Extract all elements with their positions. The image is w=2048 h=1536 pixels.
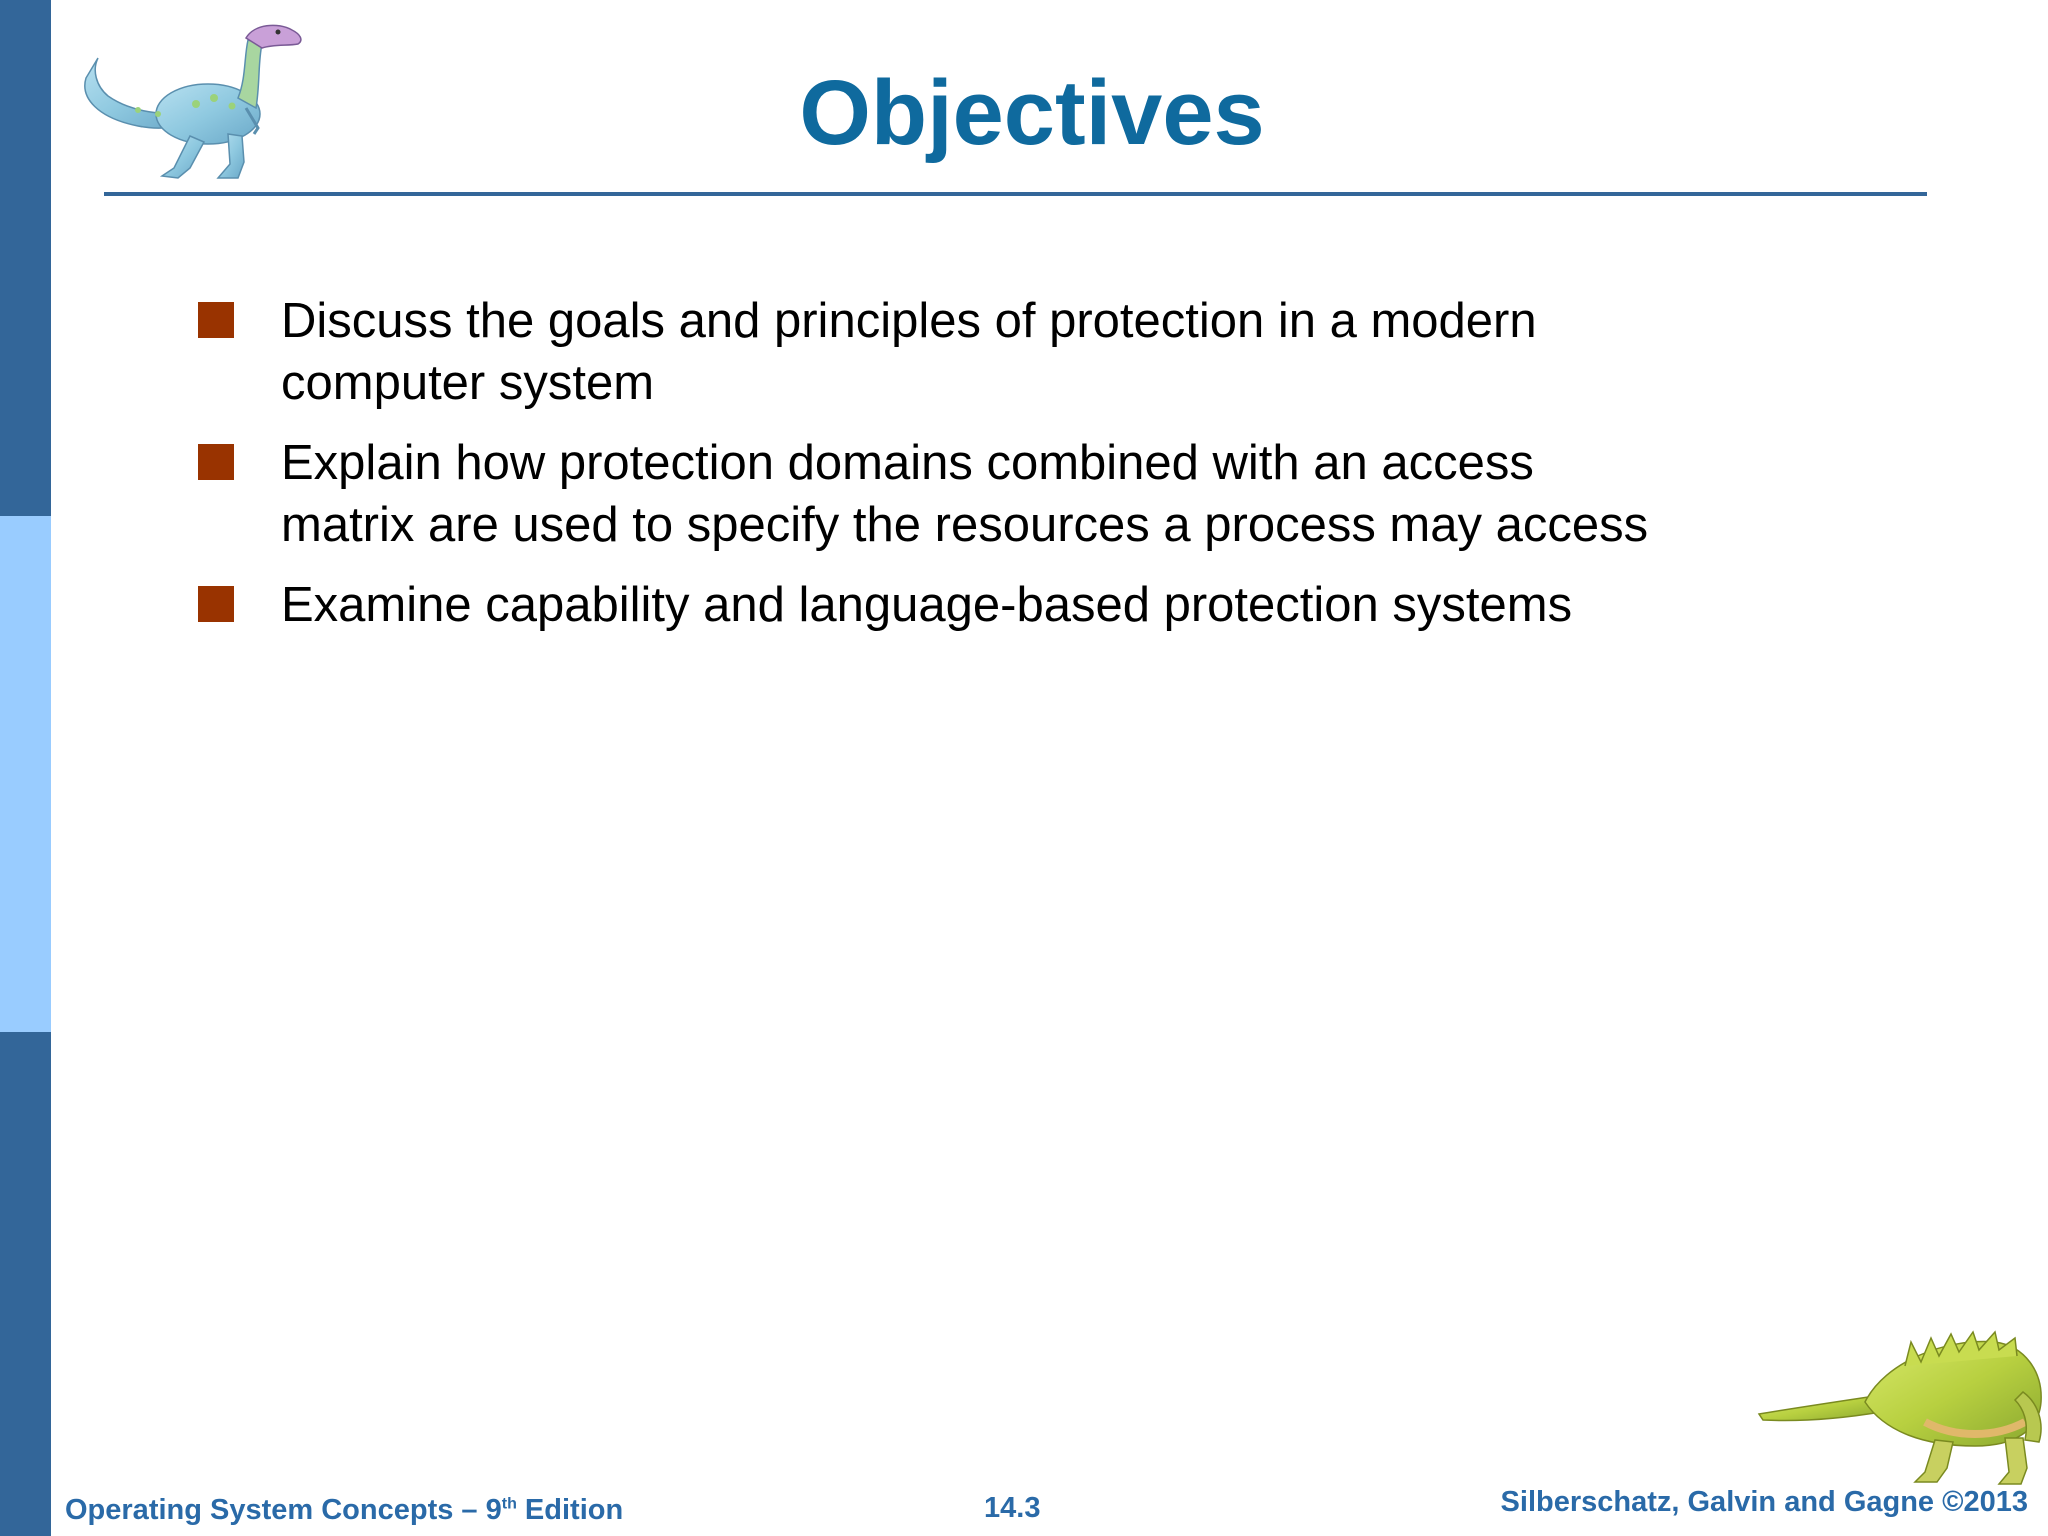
page-title: Objectives [799, 62, 1265, 164]
square-bullet-icon [198, 444, 234, 480]
bullet-text: Examine capability and language-based protection systems [281, 578, 1573, 632]
title-divider [104, 192, 1927, 196]
footer-copyright: Silberschatz, Galvin and Gagne ©2013 [1500, 1486, 2028, 1518]
slide-number: 14.3 [984, 1492, 1041, 1524]
objectives-list [198, 290, 1698, 654]
sidebar-band-middle [0, 516, 51, 1032]
list-item [198, 574, 1698, 636]
dinosaur-icon [1755, 1322, 2048, 1492]
bullet-text: Discuss the goals and principles of protection in a modern computer system [281, 294, 1537, 410]
footer-book-title [65, 1494, 623, 1527]
square-bullet-icon [198, 302, 234, 338]
sidebar-band-bottom [0, 1032, 51, 1536]
list-item [198, 432, 1698, 556]
footer-book-title-text: Operating System Concepts – 9 [65, 1494, 502, 1526]
footer-edition-suffix: Edition [516, 1494, 624, 1526]
bullet-text: Explain how protection domains combined with an access matrix are used to specify the resources a process may access [281, 436, 1649, 552]
list-item [198, 290, 1698, 414]
footer-edition-superscript: th [501, 1495, 517, 1513]
square-bullet-icon [198, 586, 234, 622]
